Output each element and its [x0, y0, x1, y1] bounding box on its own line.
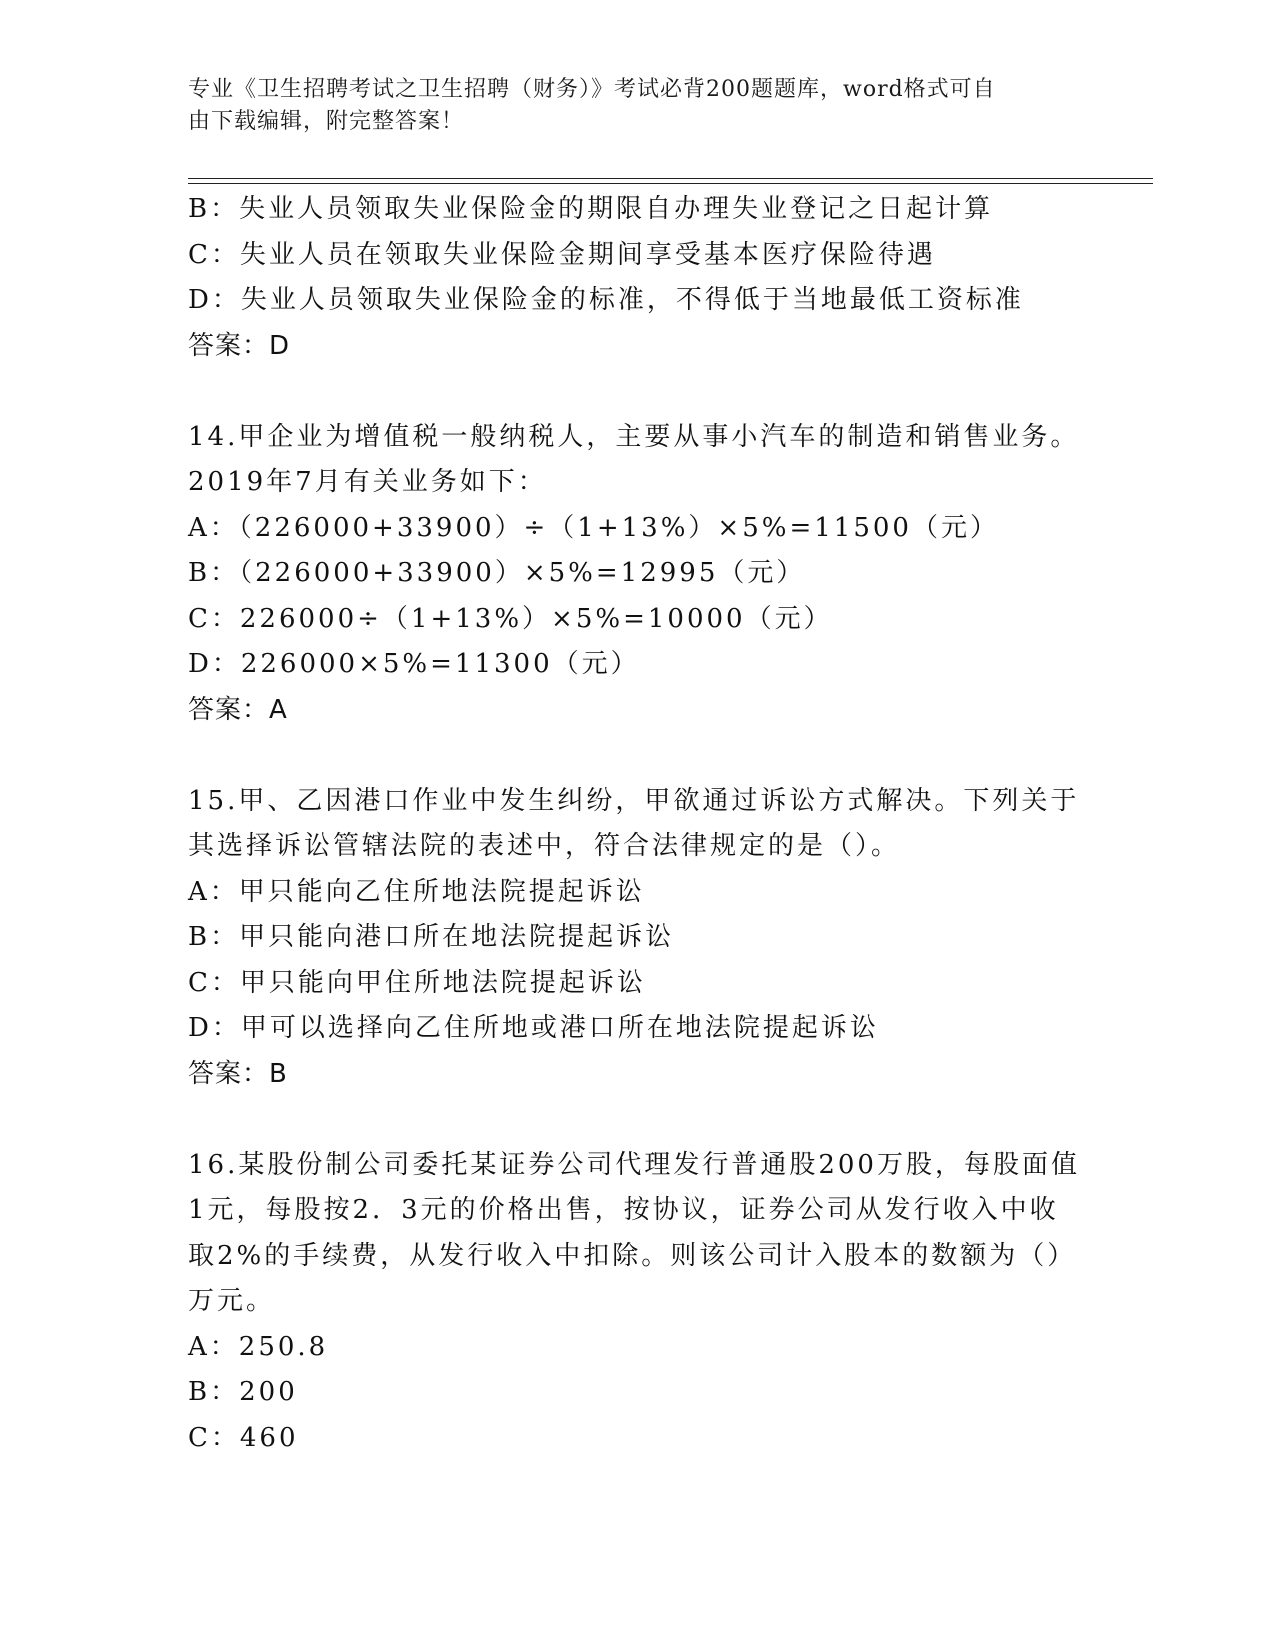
option-b: B：失业人员领取失业保险金的期限自办理失业登记之日起计算	[188, 194, 994, 224]
question-13-continued	[188, 187, 1088, 369]
option-c: C：甲只能向甲住所地法院提起诉讼	[188, 967, 646, 998]
question-stem: 取2%的手续费，从发行收入中扣除。则该公司计入股本的数额为（）	[188, 1240, 1077, 1271]
document-body	[188, 187, 1088, 1461]
question-14	[188, 415, 1088, 734]
header-divider-top	[188, 178, 1153, 179]
question-stem: 14.甲企业为增值税一般纳税人，主要从事小汽车的制造和销售业务。	[188, 421, 1080, 452]
option-a: A：250.8	[188, 1331, 329, 1362]
question-stem: 其选择诉讼管辖法院的表述中，符合法律规定的是（）。	[188, 831, 901, 861]
question-stem: 万元。	[188, 1286, 276, 1316]
answer: 答案：A	[188, 694, 288, 725]
option-c: C：失业人员在领取失业保险金期间享受基本医疗保险待遇	[188, 239, 936, 270]
option-b: B：甲只能向港口所在地法院提起诉讼	[188, 922, 675, 952]
question-stem: 15.甲、乙因港口作业中发生纠纷，甲欲通过诉讼方式解决。下列关于	[188, 785, 1080, 816]
question-stem: 1元，每股按2．3元的价格出售，按协议，证券公司从发行收入中收	[188, 1195, 1059, 1225]
option-b: B：（226000+33900）×5%=12995（元）	[188, 558, 806, 588]
option-d: D：失业人员领取失业保险金的标准，不得低于当地最低工资标准	[188, 285, 1024, 315]
question-stem: 2019年7月有关业务如下：	[188, 467, 547, 497]
spacer	[188, 1097, 1088, 1143]
question-15	[188, 779, 1088, 1098]
option-d: D：226000×5%=11300（元）	[188, 649, 640, 679]
option-c: C：226000÷（1+13%）×5%=10000（元）	[188, 603, 833, 634]
header-line-2: 由下载编辑，附完整答案！	[188, 109, 465, 134]
answer: 答案：B	[188, 1058, 288, 1089]
header-line-1: 专业《卫生招聘考试之卫生招聘（财务）》考试必背200题题库，word格式可自	[188, 77, 996, 102]
spacer	[188, 369, 1088, 415]
option-b: B：200	[188, 1377, 298, 1407]
option-a: A：（226000+33900）÷（1+13%）×5%=11500（元）	[188, 512, 999, 543]
answer: 答案：D	[188, 330, 291, 361]
question-16	[188, 1143, 1088, 1462]
option-c: C：460	[188, 1422, 299, 1453]
question-stem: 16.某股份制公司委托某证券公司代理发行普通股200万股，每股面值	[188, 1149, 1080, 1180]
option-d: D：甲可以选择向乙住所地或港口所在地法院提起诉讼	[188, 1013, 879, 1043]
option-a: A：甲只能向乙住所地法院提起诉讼	[188, 876, 645, 907]
spacer	[188, 733, 1088, 779]
header-divider-bottom	[188, 183, 1153, 184]
document-header	[188, 74, 1088, 138]
